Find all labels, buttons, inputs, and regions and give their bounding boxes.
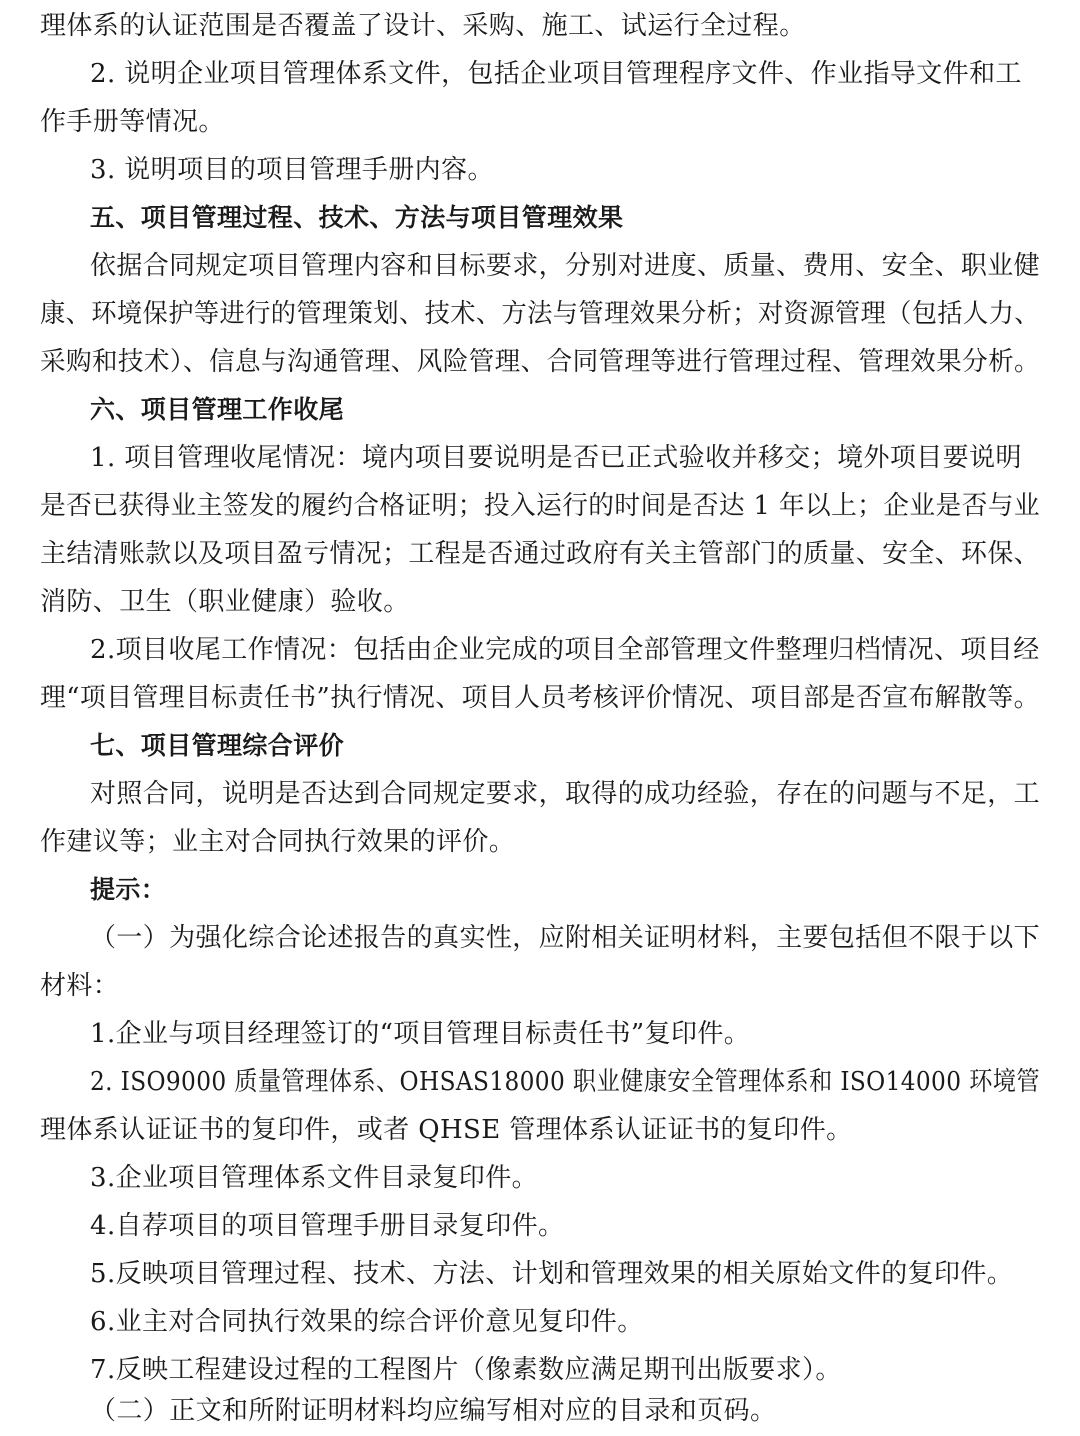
list-item: 1. 项目管理收尾情况：境内项目要说明是否已正式验收并移交；境外项目要说明 <box>90 443 1022 473</box>
body-line: 理“项目管理目标责任书”执行情况、项目人员考核评价情况、项目部是否宣布解散等。 <box>40 683 1040 713</box>
body-line: 是否已获得业主签发的履约合格证明；投入运行的时间是否达 1 年以上；企业是否与业 <box>40 491 1040 521</box>
list-item: 2. ISO9000 质量管理体系、OHSAS18000 职业健康安全管理体系和 ISO14000 环境管 <box>90 1067 1040 1097</box>
body-line: 消防、卫生（职业健康）验收。 <box>40 587 410 617</box>
body-line: 材料： <box>40 971 120 1001</box>
body-line: 理体系认证证书的复印件，或者 QHSE 管理体系认证证书的复印件。 <box>40 1115 853 1145</box>
tips-heading: 提示： <box>90 875 167 904</box>
list-item: 1.企业与项目经理签订的“项目管理目标责任书”复印件。 <box>90 1019 751 1049</box>
section-heading-5: 五、项目管理过程、技术、方法与项目管理效果 <box>90 203 624 232</box>
list-item: 4.自荐项目的项目管理手册目录复印件。 <box>90 1211 565 1241</box>
body-line: 依据合同规定项目管理内容和目标要求，分别对进度、质量、费用、安全、职业健 <box>90 251 1041 281</box>
list-item: 2.项目收尾工作情况：包括由企业完成的项目全部管理文件整理归档情况、项目经 <box>90 635 1040 665</box>
body-line: 作建议等；业主对合同执行效果的评价。 <box>40 827 516 857</box>
list-item: 3.企业项目管理体系文件目录复印件。 <box>90 1163 539 1193</box>
list-item: 7.反映工程建设过程的工程图片（像素数应满足期刊出版要求）。 <box>90 1355 842 1385</box>
list-item: 2. 说明企业项目管理体系文件，包括企业项目管理程序文件、作业指导文件和工 <box>90 59 1022 89</box>
body-line: 采购和技术）、信息与沟通管理、风险管理、合同管理等进行管理过程、管理效果分析。 <box>40 347 1041 377</box>
body-line: 康、环境保护等进行的管理策划、技术、方法与管理效果分析；对资源管理（包括人力、 <box>40 299 1040 329</box>
body-line: 对照合同，说明是否达到合同规定要求，取得的成功经验，存在的问题与不足，工 <box>90 779 1041 809</box>
body-line: （一）为强化综合论述报告的真实性，应附相关证明材料，主要包括但不限于以下 <box>90 923 1041 953</box>
body-line: 作手册等情况。 <box>40 107 225 137</box>
body-line: 主结清账款以及项目盈亏情况；工程是否通过政府有关主管部门的质量、安全、环保、 <box>40 539 1040 569</box>
section-heading-6: 六、项目管理工作收尾 <box>90 395 345 424</box>
section-heading-7: 七、项目管理综合评价 <box>90 731 345 760</box>
list-item: 3. 说明项目的项目管理手册内容。 <box>90 155 494 185</box>
list-item: 6.业主对合同执行效果的综合评价意见复印件。 <box>90 1307 644 1337</box>
body-line: 理体系的认证范围是否覆盖了设计、采购、施工、试运行全过程。 <box>40 11 806 41</box>
list-item: 5.反映项目管理过程、技术、方法、计划和管理效果的相关原始文件的复印件。 <box>90 1259 1014 1289</box>
list-item: （二）正文和所附证明材料均应编写相对应的目录和页码。 <box>90 1396 777 1426</box>
